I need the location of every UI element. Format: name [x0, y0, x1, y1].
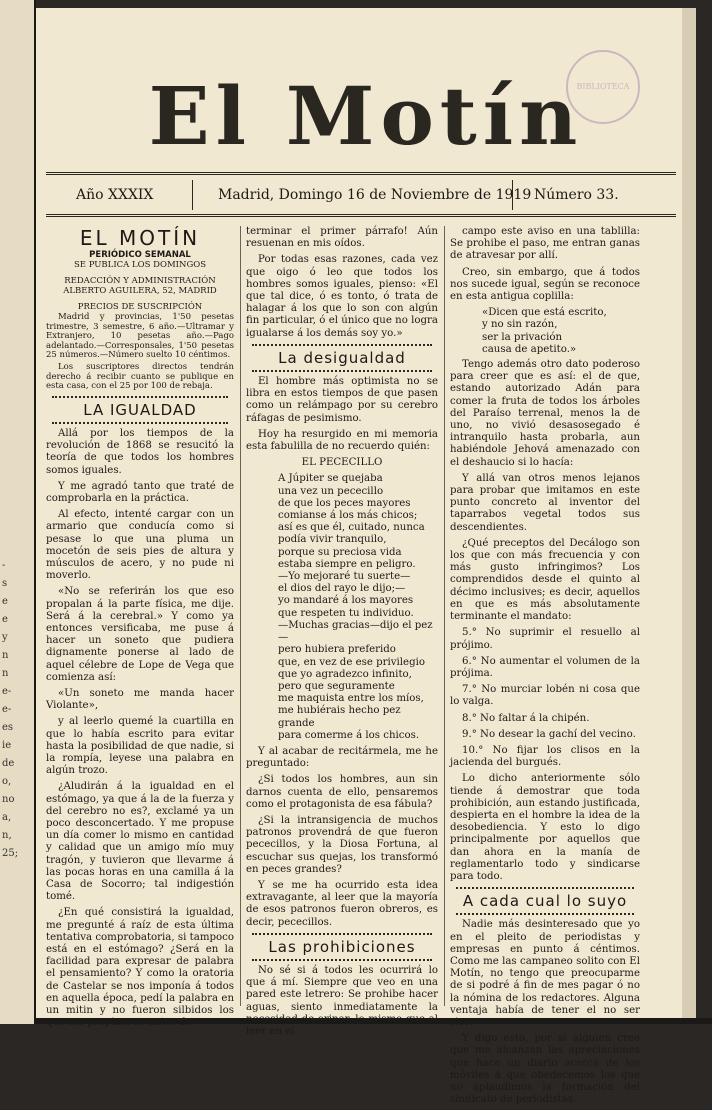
article-body	[246, 376, 438, 453]
left-page-fragment: es	[2, 722, 14, 733]
paragraph: El hombre más optimista no se libra en estos tiempos de que pasen como un relámpago por su cerebro ráfagas de pesimismo.	[246, 376, 438, 424]
article-body	[450, 226, 640, 303]
article-body	[246, 746, 438, 929]
section-divider	[252, 370, 432, 372]
commandment: 7.° No murciar lobén ni cosa que lo valga.	[450, 684, 640, 708]
commandment: 5.° No suprimir el resuello al prójimo.	[450, 627, 640, 651]
verse-line: me maquista entre los míos,	[278, 693, 424, 705]
left-page-fragment: e	[2, 614, 8, 625]
left-page-fragment: 25;	[2, 848, 19, 859]
verse-line: para comerme á los chicos.	[278, 729, 420, 741]
column-divider	[444, 226, 445, 1006]
paragraph: campo este aviso en una tablilla: Se prohibe el paso, me entran ganas de atravesar por allí.	[450, 226, 640, 262]
admin-label: REDACCIÓN Y ADMINISTRACIÓN	[64, 276, 216, 286]
commandment: 9.° No desear la gachí del vecino.	[462, 728, 636, 740]
article-body	[450, 919, 640, 1106]
verse-line: —Yo mejoraré tu suerte—	[278, 571, 411, 583]
verse-line: comianse á los más chicos;	[278, 510, 418, 522]
bottom-shadow	[36, 1018, 712, 1024]
section-divider	[252, 344, 432, 346]
paragraph: ¿Si todos los hombres, aun sin darnos cuenta de ello, pensaremos como el protagonista de esa fábula?	[246, 774, 438, 810]
article-title: A cada cual lo suyo	[462, 892, 628, 911]
section-divider	[52, 396, 228, 398]
brand-title: EL MOTÍN	[79, 226, 201, 250]
address-text: ALBERTO AGUILERA, 52, MADRID	[63, 286, 217, 296]
left-page-fragment: s	[2, 578, 8, 589]
left-page-fragment: e	[2, 596, 8, 607]
subtitle-text: PERIÓDICO SEMANAL	[89, 250, 191, 260]
paragraph: Lo dicho anteriormente sólo tiende á demostrar que toda prohibición, aun estando justificada, despierta en el hombre la idea de la desobediencia. Y esto lo digo principalmente por aquellos que dan ahora en la manía de reglamentarlo todo y sindicarse para todo.	[450, 773, 640, 882]
verse-line: el dios del rayo le dijo;—	[278, 583, 406, 595]
verse-line: una vez un pececillo	[278, 485, 384, 497]
column-divider	[240, 226, 241, 1006]
verse-line: yo mandaré á los mayores	[278, 595, 414, 607]
subscribers-note: Los suscriptores directos tendrán derecho á recibir cuanto se publique en esta casa, con el 25 por 100 de rebaja.	[46, 361, 234, 392]
left-page-fragment: e-	[2, 704, 12, 715]
verse-line: pero hubiera preferido	[278, 644, 396, 656]
commandments-list	[450, 627, 640, 769]
paragraph: Creo, sin embargo, que á todos nos sucede igual, según se reconoce en esta antigua coplilla:	[450, 266, 640, 303]
article-body	[450, 359, 640, 623]
prices-title: PRECIOS DE SUSCRIPCIÓN	[77, 302, 203, 312]
article-title: Las prohibiciones	[268, 937, 416, 956]
left-page-edge	[0, 0, 36, 1024]
verse-line: que yo agradezco infinito,	[278, 668, 412, 680]
stamp-text: BIBLIOTECA	[576, 82, 630, 91]
prices-text: Madrid y provincias, 1'50 pesetas trimestre, 3 semestre, 6 año.—Ultramar y Extranjero, 10 pesetas año.—Pago adelantado.—Corresponsales, 1'50 pesetas 25 números.—Número suelto 10 céntimos.	[46, 312, 234, 361]
verse-line: «Dicen que está escrito,	[482, 307, 607, 319]
paragraph: Y allá van otros menos lejanos para probar que imitamos en este punto concreto al inventor del taparrabos vegetal todos sus descendientes.	[450, 472, 640, 533]
paragraph: No sé si á todos les ocurrirá lo que á mí. Siempre que veo en una pared este letrero: Se prohibe hacer aguas, siento inmediatamente la leer en el	[246, 964, 438, 1037]
article-body	[450, 773, 640, 883]
left-page-fragment: no	[2, 794, 15, 805]
place-date: Madrid, Domingo 16 de Noviembre de 1919	[218, 187, 532, 203]
verse-line: de que los peces mayores	[278, 497, 411, 509]
continued-text: terminar el primer párrafo! Aún resuenan en mis oídos.	[246, 226, 438, 250]
paragraph: ¿Qué preceptos del Decálogo son los que con más frecuencia y con más gusto infringimos? Los comprendidos desde el quinto al décimo inclusives; es decir, aquellos en que es más absolutamente terminante el mandato:	[450, 537, 640, 623]
section-divider	[456, 913, 634, 915]
dateline-divider	[192, 180, 193, 210]
paragraph: ¿Aludirán á la igualdad en el estómago, ya que á la de la fuerza y del cerebro no es?, exclamé ya un poco desconcertado. Y me propuse un día comer lo mismo en cantidad y calidad que un amigo mío muy tragón, y tuvieron que llevarme á las pocas horas en una camilla á la Casa de Socorro; tal indigestión tomé.	[46, 781, 234, 903]
paragraph: «Un soneto me manda hacer Violante»,	[46, 688, 234, 712]
verse-line: me hubiérais hecho pez grande	[278, 705, 401, 729]
left-page-fragment: a,	[2, 812, 12, 823]
verse-line: que respeten tu individuo.	[278, 607, 414, 619]
verse-line: —Muchas gracias—dijo el pez—	[278, 619, 433, 644]
masthead-rule-bottom	[46, 214, 676, 217]
column-2	[246, 226, 438, 1042]
left-page-fragment: e-	[2, 686, 12, 697]
article-title: La desigualdad	[278, 348, 406, 367]
verse-line: ser la privación	[482, 331, 563, 343]
commandment: 8.° No faltar á la chipén.	[462, 712, 590, 724]
left-page-fragment: ie	[2, 740, 12, 751]
paragraph: Y digo esto, por si alguien cree que me alcanzan las apreciaciones que hace un diario acerca de los móviles á que obedecemos los que no aplaudimos la formación del sindicato de periodistas.	[450, 1033, 640, 1106]
issue-number: Número 33.	[534, 187, 619, 203]
paragraph: ¿En qué consistirá la igualdad, me pregunté á raíz de esta última tentativa comprobatoria, si tampoco está en el estómago? ¿Será en la facilidad para expresar de palabra el pensamiento? Y como la oratoria de Castelar se nos imponía á todos en aquella época, pedí la palabra en un mitin y no fueron silbidos los	[46, 907, 234, 1017]
commandment: 10.° No fijar los clisos en la jacienda del burgués.	[450, 744, 640, 769]
paragraph: Nadie más desinteresado que yo en el pleito de periodistas y empresas en punto á céntimos. Como me las campaneo solito con El Motín, no tengo que preocuparme de si podré á fin de mes pagar ó no la nómina de los redactores. Alguna ventaja había de tener el no ser	[450, 919, 640, 1016]
coplilla-verse	[450, 307, 640, 356]
paragraph: Y me agradó tanto que traté de comprobarla en la práctica.	[46, 480, 234, 504]
verse-line: estaba siempre en peligro.	[278, 558, 416, 570]
left-page-fragment: -	[2, 560, 6, 571]
verse-line: causa de apetito.»	[482, 343, 577, 355]
left-page-fragment: de	[2, 758, 15, 769]
paragraph: Y al acabar de recitármela, me he preguntado:	[246, 745, 438, 770]
fable-verse	[246, 473, 438, 741]
article-body	[46, 428, 234, 1030]
dateline	[46, 178, 676, 212]
left-page-fragment: y	[2, 632, 8, 643]
masthead-title: El Motín	[148, 69, 584, 163]
left-page-fragment: o,	[2, 776, 12, 787]
section-divider	[52, 422, 228, 424]
article-body	[246, 254, 438, 339]
section-divider	[252, 933, 432, 935]
article-title: LA IGUALDAD	[83, 400, 197, 419]
fable-title: EL PECECILLO	[301, 457, 383, 469]
verse-line: porque su preciosa vida	[278, 546, 402, 558]
paragraph: Allá por los tiempos de la revolución de 1868 se resucitó la teoría de que todos los hombres somos iguales.	[46, 427, 234, 476]
column-3	[450, 226, 640, 1110]
paragraph: ¿Si la intransigencia de muchos patronos provendrá de que fueron pececillos, y la Diosa Fortuna, al escuchar sus quejas, los transformó en peces grandes?	[246, 814, 438, 875]
verse-line: podía vivir tranquilo,	[278, 534, 387, 546]
left-page-fragment: n	[2, 668, 9, 679]
verse-line: y no sin razón,	[482, 319, 558, 331]
column-1	[46, 226, 234, 1034]
verse-line: pero que seguramente	[278, 680, 395, 692]
paragraph: y al leerlo quemé la cuartilla en que lo había escrito para evitar hasta la posibilidad de que nadie, si la rompía, leyese una palabra en algún trozo.	[46, 716, 234, 777]
paragraph: Al efecto, intenté cargar con un armario que conducía como si pesase lo que una pluma un mocetón de seis pies de altura y músculos de acero, y no pude ni moverlo.	[46, 509, 234, 582]
paragraph: Hoy ha resurgido en mi memoria esta fabulilla de no recuerdo quién:	[246, 428, 438, 453]
schedule-text: SE PUBLICA LOS DOMINGOS	[73, 260, 207, 270]
commandment: 6.° No aumentar el volumen de la prójima.	[450, 655, 640, 679]
left-page-fragment: n	[2, 650, 9, 661]
year-label: Año XXXIX	[76, 187, 154, 203]
newspaper-page	[36, 8, 696, 1106]
dateline-divider	[512, 180, 513, 210]
paragraph: Tengo además otro dato poderoso para creer que es así: el de que, estando autorizado Adán para comer la fruta de todos los árboles del Paraíso terrenal, menos la de uno, no vivió desasosegado é intranquilo hasta probarla, aun habiéndole Jehová amenazado con el deshaucio si lo hacía:	[450, 359, 640, 468]
verse-line: así es que él, cuitado, nunca	[278, 522, 425, 534]
section-divider	[456, 887, 634, 889]
paragraph: Y se me ha ocurrido esta idea extravagante, al leer que la mayoría de esos patronos fueron obreros, es decir, pececillos.	[246, 879, 438, 928]
verse-line: que, en vez de ese privilegio	[278, 656, 425, 668]
page-edge-shadow	[682, 8, 696, 1018]
left-page-fragment: n,	[2, 830, 12, 841]
article-body	[246, 965, 438, 1038]
paragraph: Por todas esas razones, cada vez que oigo ó leo que todos los hombres somos iguales, pienso: «El que tal dice, ó es tonto, ó trata de halagar á los que lo son con algún fin particular, ó el único que no logra igualarse á los demás soy yo.»	[246, 254, 438, 339]
paragraph: «No se referirán los que eso propalan á la parte física, me dije. Será á la cerebral.» Y como ya entonces versificaba, me puse á hacer un soneto que pudiera dignamente ponerse al lado de aquel célebre de Lope de Vega que comienza así:	[46, 586, 234, 683]
masthead-rule-top	[46, 172, 676, 175]
section-divider	[252, 959, 432, 961]
brand-subtitle	[46, 250, 234, 260]
verse-line: A Júpiter se quejaba	[278, 473, 383, 485]
